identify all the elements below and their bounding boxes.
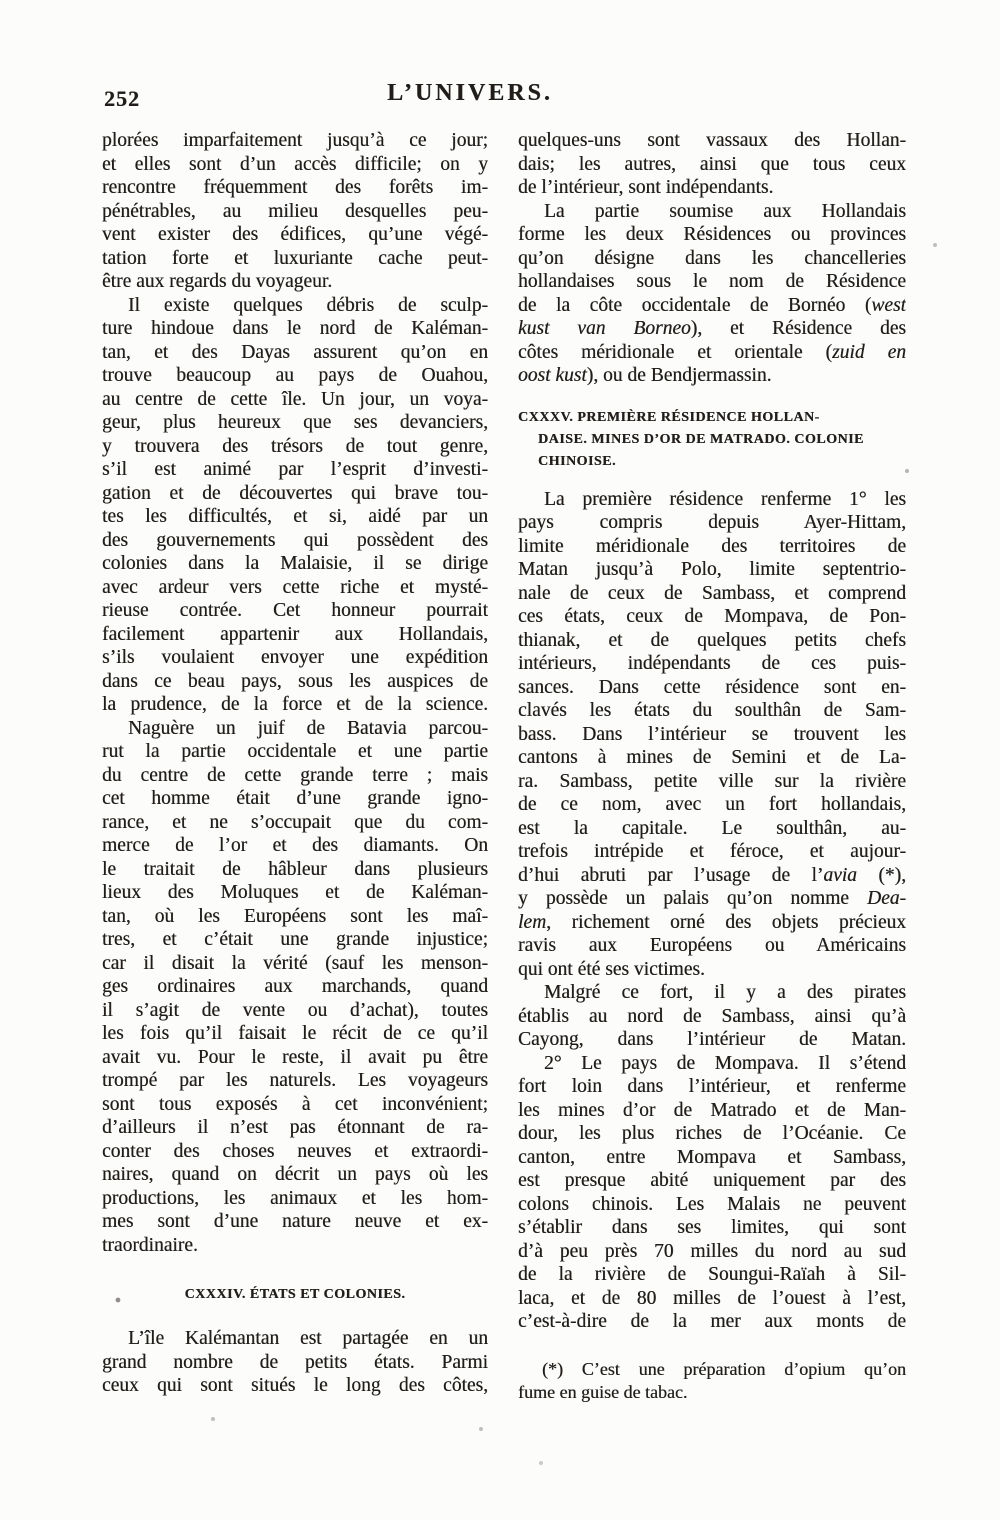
text-line: ravis aux Européens ou Américains	[518, 935, 906, 956]
text-line: cet homme était d’une grande igno-	[102, 788, 488, 809]
text-line: trefois intrépide et féroce, et aujour-	[518, 841, 906, 862]
text-line: naires, quand on décrit un pays où les	[102, 1164, 488, 1185]
text-line: y possède un palais qu’on nomme Dea-	[518, 888, 906, 909]
text-line: ces états, ceux de Mompava, de Pon-	[518, 606, 906, 627]
text-line: car il disait la vérité (sauf les menson-	[102, 952, 488, 974]
text-line: colonies dans la Malaisie, il se dirige	[102, 553, 488, 574]
text-line: L’île Kalémantan est partagée en un	[128, 1328, 488, 1349]
paragraph	[518, 1052, 906, 1334]
paragraph	[518, 488, 906, 982]
text-line: c’est-à-dire de la mer aux monts de	[518, 1311, 906, 1332]
text-line: Malgré ce fort, il y a des pirates	[544, 982, 906, 1003]
footnote	[518, 1358, 906, 1404]
text-line: il s’agit de vente ou d’achat), toutes	[102, 999, 488, 1021]
paragraph	[518, 200, 906, 388]
text-line: rut la partie occidentale et une partie	[102, 741, 488, 762]
text-line: kust van Borneo), et Résidence des	[518, 318, 906, 339]
text-line: rance, et ne s’occupait que du com-	[102, 811, 488, 833]
text-line: y trouvera des trésors de tout genre,	[102, 435, 488, 457]
text-line: sances. Dans cette résidence sont en-	[518, 676, 906, 698]
paragraph	[518, 981, 906, 1052]
text-line: fort loin dans l’intérieur, et renferme	[518, 1076, 906, 1097]
text-line: de la rivière de Soungui-Raïah à Sil-	[518, 1264, 906, 1285]
text-line: tres, et c’était une grande injustice;	[102, 929, 488, 950]
text-line: gation et de découvertes qui brave tou-	[102, 482, 488, 504]
text-line: mes sont d’une nature neuve et ex-	[102, 1211, 488, 1232]
section-heading	[518, 407, 906, 473]
text-line: et elles sont d’un accès difficile; on y	[102, 153, 488, 175]
text-line: qu’on désigne dans les chancelleries	[518, 247, 906, 269]
heading-line: DAISE. MINES D’OR DE MATRADO. COLONIE	[538, 431, 864, 447]
text-line: pays compris depuis Ayer-Hittam,	[518, 512, 906, 533]
text-line: oost kust), ou de Bendjermassin.	[518, 365, 772, 386]
text-line: La partie soumise aux Hollandais	[544, 200, 906, 222]
text-line: Matan jusqu’à Polo, limite septentrio-	[518, 559, 906, 580]
text-line: quelques-uns sont vassaux des Hollan-	[518, 130, 906, 151]
text-line: traordinaire.	[102, 1234, 198, 1256]
text-line: canton, entre Mompava et Sambass,	[518, 1146, 906, 1168]
text-line: d’à peu près 70 milles du nord au sud	[518, 1240, 906, 1262]
text-line: côtes méridionale et orientale (zuid en	[518, 341, 906, 363]
text-line: qui ont été ses victimes.	[518, 958, 705, 980]
heading-line: CXXXIV. ÉTATS ET COLONIES.	[184, 1287, 406, 1302]
text-line: dour, les plus riches de l’Océanie. Ce	[518, 1123, 906, 1144]
text-line: pénétrables, au milieu desquelles peu-	[102, 200, 488, 222]
text-line: les mines d’or de Matrado et de Man-	[518, 1099, 906, 1121]
text-line: forme les deux Résidences ou provinces	[518, 224, 906, 245]
text-line: de l’intérieur, sont indépendants.	[518, 177, 774, 198]
paragraph	[102, 294, 488, 717]
running-title: L’UNIVERS.	[387, 80, 553, 106]
text-line: hollandaises sous le nom de Résidence	[518, 271, 906, 292]
text-line: thianak, et de quelques petits chefs	[518, 629, 906, 651]
text-line: de ce nom, avec un fort hollandais,	[518, 794, 906, 815]
text-line: les fois qu’il faisait le récit de ce qu’il	[102, 1023, 488, 1044]
text-line: d’hui abruti par l’usage de l’avia (*),	[518, 864, 906, 886]
text-line: dais; les autres, ainsi que tous ceux	[518, 153, 906, 175]
text-line: s’établir dans ses limites, qui sont	[518, 1217, 906, 1238]
text-line: lem, richement orné des objets précieux	[518, 911, 906, 933]
text-line: ra. Sambass, petite ville sur la rivière	[518, 770, 906, 792]
section-heading	[102, 1284, 488, 1306]
text-line: trompé par les naturels. Les voyageurs	[102, 1070, 488, 1091]
text-line: clavés les états du soulthân de Sam-	[518, 700, 906, 721]
text-line: laca, et de 80 milles de l’ouest à l’est,	[518, 1287, 906, 1309]
text-line: conter des choses neuves et extraordi-	[102, 1140, 488, 1162]
text-line: du centre de cette grande terre ; mais	[102, 764, 488, 786]
text-line: Naguère un juif de Batavia parcou-	[128, 717, 488, 739]
text-line: Cayong, dans l’intérieur de Matan.	[518, 1029, 906, 1050]
text-line: le traitait de hâbleur dans plusieurs	[102, 858, 488, 880]
text-line: fume en guise de tabac.	[518, 1381, 688, 1402]
paragraph	[102, 129, 488, 294]
text-line: vent exister des édifices, qu’une végé-	[102, 224, 488, 245]
text-line: nale de ceux de Sambass, et comprend	[518, 582, 906, 604]
column-left	[102, 129, 488, 1398]
text-line: trouve beaucoup au pays de Ouahou,	[102, 365, 488, 386]
text-line: tan, et des Dayas assurent qu’on en	[102, 341, 488, 363]
text-line: rencontre fréquemment des forêts im-	[102, 177, 488, 198]
text-line: Il existe quelques débris de sculp-	[128, 294, 488, 316]
text-line: avait vu. Pour le reste, il avait pu être	[102, 1046, 488, 1068]
text-line: geur, plus heureux que ses devanciers,	[102, 412, 488, 433]
text-line: limite méridionale des territoires de	[518, 535, 906, 557]
text-line: établis au nord de Sambass, ainsi qu’à	[518, 1005, 906, 1027]
text-line: rieuse contrée. Cet honneur pourrait	[102, 600, 488, 621]
text-line: cantons à mines de Semini et de La-	[518, 747, 906, 768]
text-line: tes les difficultés, et si, aidé par un	[102, 506, 488, 527]
heading-line: CXXXV. PREMIÈRE RÉSIDENCE HOLLAN-	[518, 409, 820, 425]
text-line: tan, où les Européens sont les maî-	[102, 905, 488, 927]
text-line: ges ordinaires aux marchands, quand	[102, 976, 488, 997]
text-line: facilement appartenir aux Hollandais,	[102, 623, 488, 645]
text-line: ture hindoue dans le nord de Kaléman-	[102, 318, 488, 339]
text-line: La première résidence renferme 1° les	[544, 488, 906, 510]
text-line: de la côte occidentale de Bornéo (west	[518, 294, 906, 316]
text-line: productions, les animaux et les hom-	[102, 1187, 488, 1209]
text-line: bass. Dans l’intérieur se trouvent les	[518, 723, 906, 745]
column-right	[518, 129, 906, 1404]
text-line: plorées imparfaitement jusqu’à ce jour;	[102, 130, 488, 151]
text-line: tation forte et luxuriante cache peut-	[102, 247, 488, 269]
text-line: dans ce beau pays, sous les auspices de	[102, 670, 488, 692]
text-line: être aux regards du voyageur.	[102, 271, 333, 292]
text-line: d’ailleurs il n’est pas étonnant de ra-	[102, 1117, 488, 1138]
page-number: 252	[104, 86, 140, 111]
text-line: intérieurs, indépendants de ces puis-	[518, 653, 906, 674]
text-line: est la capitale. Le soulthân, au-	[518, 817, 906, 839]
text-line: merce de l’or et des diamants. On	[102, 835, 488, 856]
paragraph	[102, 717, 488, 1258]
text-line: colons chinois. Les Malais ne peuvent	[518, 1193, 906, 1215]
text-line: au centre de cette île. Un jour, un voya-	[102, 388, 488, 410]
text-line: lieux des Moluques et de Kaléman-	[102, 882, 488, 903]
text-line: s’ils voulaient envoyer une expédition	[102, 647, 488, 668]
text-line: la prudence, de la force et de la science.	[102, 694, 488, 715]
text-line: ceux qui sont situés le long des côtes,	[102, 1375, 488, 1396]
text-line: sont tous exposés à cet inconvénient;	[102, 1093, 488, 1115]
text-line: est presque abité uniquement par des	[518, 1170, 906, 1191]
text-line: (*) C’est une préparation d’opium qu’on	[542, 1358, 906, 1379]
text-line: 2° Le pays de Mompava. Il s’étend	[544, 1052, 906, 1074]
text-line: des gouvernements qui possèdent des	[102, 529, 488, 551]
text-line: s’il est animé par l’esprit d’investi-	[102, 459, 488, 480]
scan-specks	[0, 0, 2, 2]
text-line: grand nombre de petits états. Parmi	[102, 1351, 488, 1373]
paragraph	[518, 129, 906, 200]
heading-line: CHINOISE.	[538, 453, 617, 469]
paragraph	[102, 1327, 488, 1398]
text-line: avec ardeur vers cette riche et mysté-	[102, 576, 488, 598]
